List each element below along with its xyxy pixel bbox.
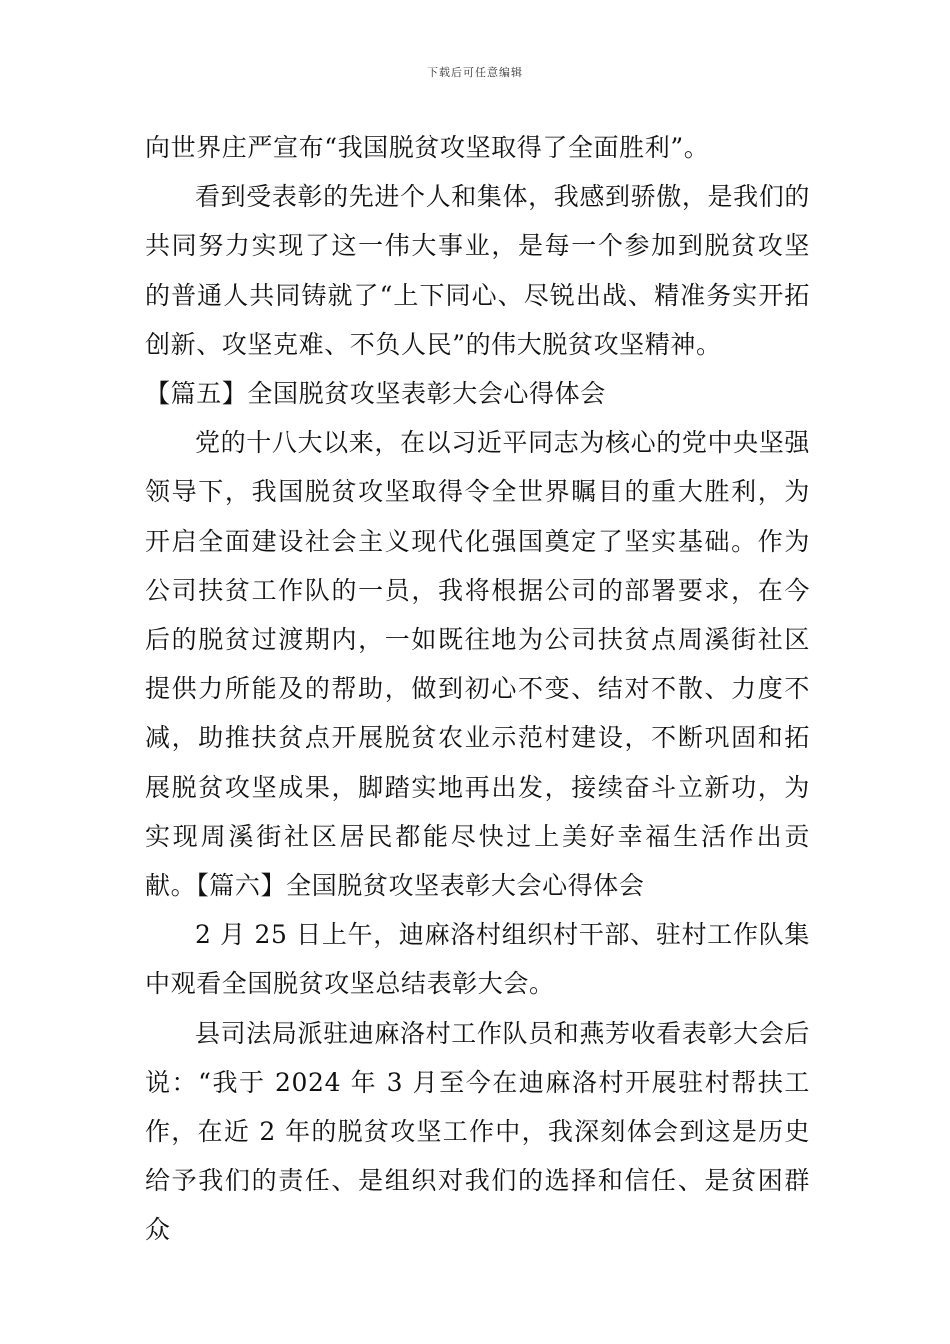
page-header-note: 下载后可任意编辑: [427, 66, 523, 79]
paragraph: 2 月 25 日上午，迪麻洛村组织村干部、驻村工作队集中观看全国脱贫攻坚总结表彰大会。: [145, 920, 810, 999]
section-heading: 【篇五】全国脱贫攻坚表彰大会心得体会: [145, 379, 606, 409]
paragraph: 党的十八大以来，在以习近平同志为核心的党中央坚强领导下，我国脱贫攻坚取得令全世界瞩目的重大胜利，为开启全面建设社会主义现代化强国奠定了坚实基础。作为公司扶贫工作队的一员，我将根据公司的部署要求，在今后的脱贫过渡期内，一如既往地为公司扶贫点周溪街社区提供力所能及的帮助，做到初心不变、结对不散、力度不减，助推扶贫点开展脱贫农业示范村建设，不断巩固和拓展脱贫攻坚成果，脚踏实地再出发，接续奋斗立新功，为实现周溪街社区居民都能尽快过上美好幸福生活作出贡献。【篇六】全国脱贫攻坚表彰大会心得体会: [145, 428, 810, 901]
paragraph: 看到受表彰的先进个人和集体，我感到骄傲，是我们的共同努力实现了这一伟大事业，是每一个参加到脱贫攻坚的普通人共同铸就了“上下同心、尽锐出战、精准务实开拓创新、攻坚克难、不负人民”的伟大脱贫攻坚精神。: [145, 182, 810, 359]
paragraph: 向世界庄严宣布“我国脱贫攻坚取得了全面胜利”。: [145, 133, 710, 162]
document-body: [145, 123, 810, 1255]
paragraph: 县司法局派驻迪麻洛村工作队员和燕芳收看表彰大会后说：“我于 2024 年 3 月至今在迪麻洛村开展驻村帮扶工作，在近 2 年的脱贫攻坚工作中，我深刻体会到这是历史给予我们的责任、是组织对我们的选择和信任、是贫困群众: [145, 1018, 810, 1245]
